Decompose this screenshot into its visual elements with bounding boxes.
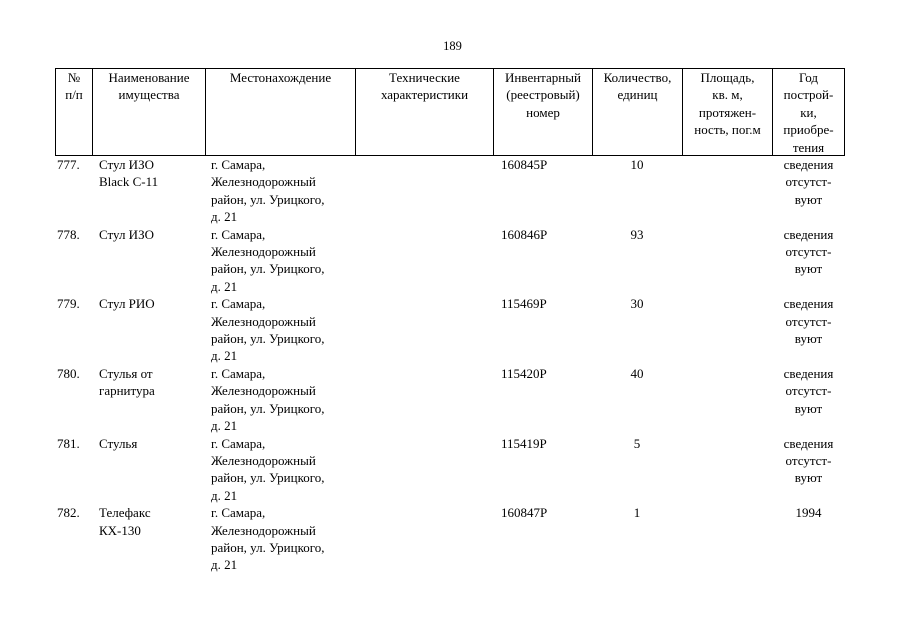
header-area: Площадь, кв. м, протяжен- ность, пог.м xyxy=(682,69,772,155)
cell-num: 777. xyxy=(57,157,80,172)
table-row xyxy=(55,504,845,574)
cell-quantity: 5 xyxy=(633,435,641,451)
header-name: Наименование имущества xyxy=(92,69,205,155)
cell-name: Стул ИЗО xyxy=(99,226,154,242)
cell-num: 780. xyxy=(57,365,80,381)
cell-tech xyxy=(355,435,493,505)
cell-inventory: 160845Р xyxy=(501,157,548,172)
cell-tech xyxy=(355,504,493,574)
cell-name: Стул ИЗО Black C-11 xyxy=(99,157,159,190)
cell-name: Стулья xyxy=(99,435,138,451)
cell-area xyxy=(682,435,772,505)
header-tech: Технические характеристики xyxy=(355,69,493,155)
cell-num: 781. xyxy=(57,435,80,451)
cell-quantity: 40 xyxy=(630,365,644,381)
cell-name: Телефакс КХ-130 xyxy=(99,505,151,538)
table-row xyxy=(55,226,845,296)
cell-area xyxy=(682,504,772,574)
cell-tech xyxy=(355,365,493,435)
cell-location: г. Самара, Железнодорожный район, ул. Урицкого, д. 21 xyxy=(211,505,325,573)
cell-tech xyxy=(355,295,493,365)
cell-location: г. Самара, Железнодорожный район, ул. Урицкого, д. 21 xyxy=(211,435,325,503)
cell-year: сведения отсутст- вуют xyxy=(783,365,834,416)
table-body xyxy=(55,156,845,574)
cell-quantity: 10 xyxy=(630,157,644,172)
cell-num: 779. xyxy=(57,296,80,312)
cell-inventory: 115469Р xyxy=(501,296,547,312)
table-row xyxy=(55,295,845,365)
table-row xyxy=(55,435,845,505)
cell-inventory: 160847Р xyxy=(501,505,548,521)
cell-inventory: 160846Р xyxy=(501,226,548,242)
cell-tech xyxy=(355,226,493,296)
cell-location: г. Самара, Железнодорожный район, ул. Урицкого, д. 21 xyxy=(211,296,325,364)
header-quantity: Количество, единиц xyxy=(592,69,682,155)
cell-year: 1994 xyxy=(795,505,822,521)
table-header xyxy=(55,68,845,156)
cell-area xyxy=(682,365,772,435)
cell-location: г. Самара, Железнодорожный район, ул. Урицкого, д. 21 xyxy=(211,226,325,294)
cell-name: Стулья от гарнитура xyxy=(99,365,155,399)
cell-location: г. Самара, Железнодорожный район, ул. Урицкого, д. 21 xyxy=(211,157,325,225)
cell-inventory: 115419Р xyxy=(501,435,547,451)
cell-area xyxy=(682,156,772,226)
cell-area xyxy=(682,226,772,296)
page-number: 189 xyxy=(443,39,462,53)
cell-year: сведения отсутст- вуют xyxy=(783,435,834,486)
cell-quantity: 30 xyxy=(630,296,644,312)
header-year: Год построй- ки, приобре- тения xyxy=(772,69,845,155)
property-table xyxy=(55,68,845,574)
cell-area xyxy=(682,295,772,365)
cell-inventory: 115420Р xyxy=(501,365,547,381)
cell-name: Стул РИО xyxy=(99,296,155,312)
table-row xyxy=(55,156,845,226)
header-num: № п/п xyxy=(55,69,92,155)
cell-location: г. Самара, Железнодорожный район, ул. Урицкого, д. 21 xyxy=(211,365,325,434)
cell-year: сведения отсутст- вуют xyxy=(783,296,834,347)
cell-year: сведения отсутст- вуют xyxy=(783,226,834,277)
cell-tech xyxy=(355,156,493,226)
cell-quantity: 93 xyxy=(630,226,644,242)
cell-quantity: 1 xyxy=(633,505,641,521)
header-location: Местонахождение xyxy=(205,69,355,155)
header-inventory: Инвентарный (реестровый) номер xyxy=(493,69,592,155)
table-row xyxy=(55,365,845,435)
cell-year: сведения отсутст- вуют xyxy=(783,157,834,207)
cell-num: 782. xyxy=(57,505,80,521)
cell-num: 778. xyxy=(57,226,80,242)
